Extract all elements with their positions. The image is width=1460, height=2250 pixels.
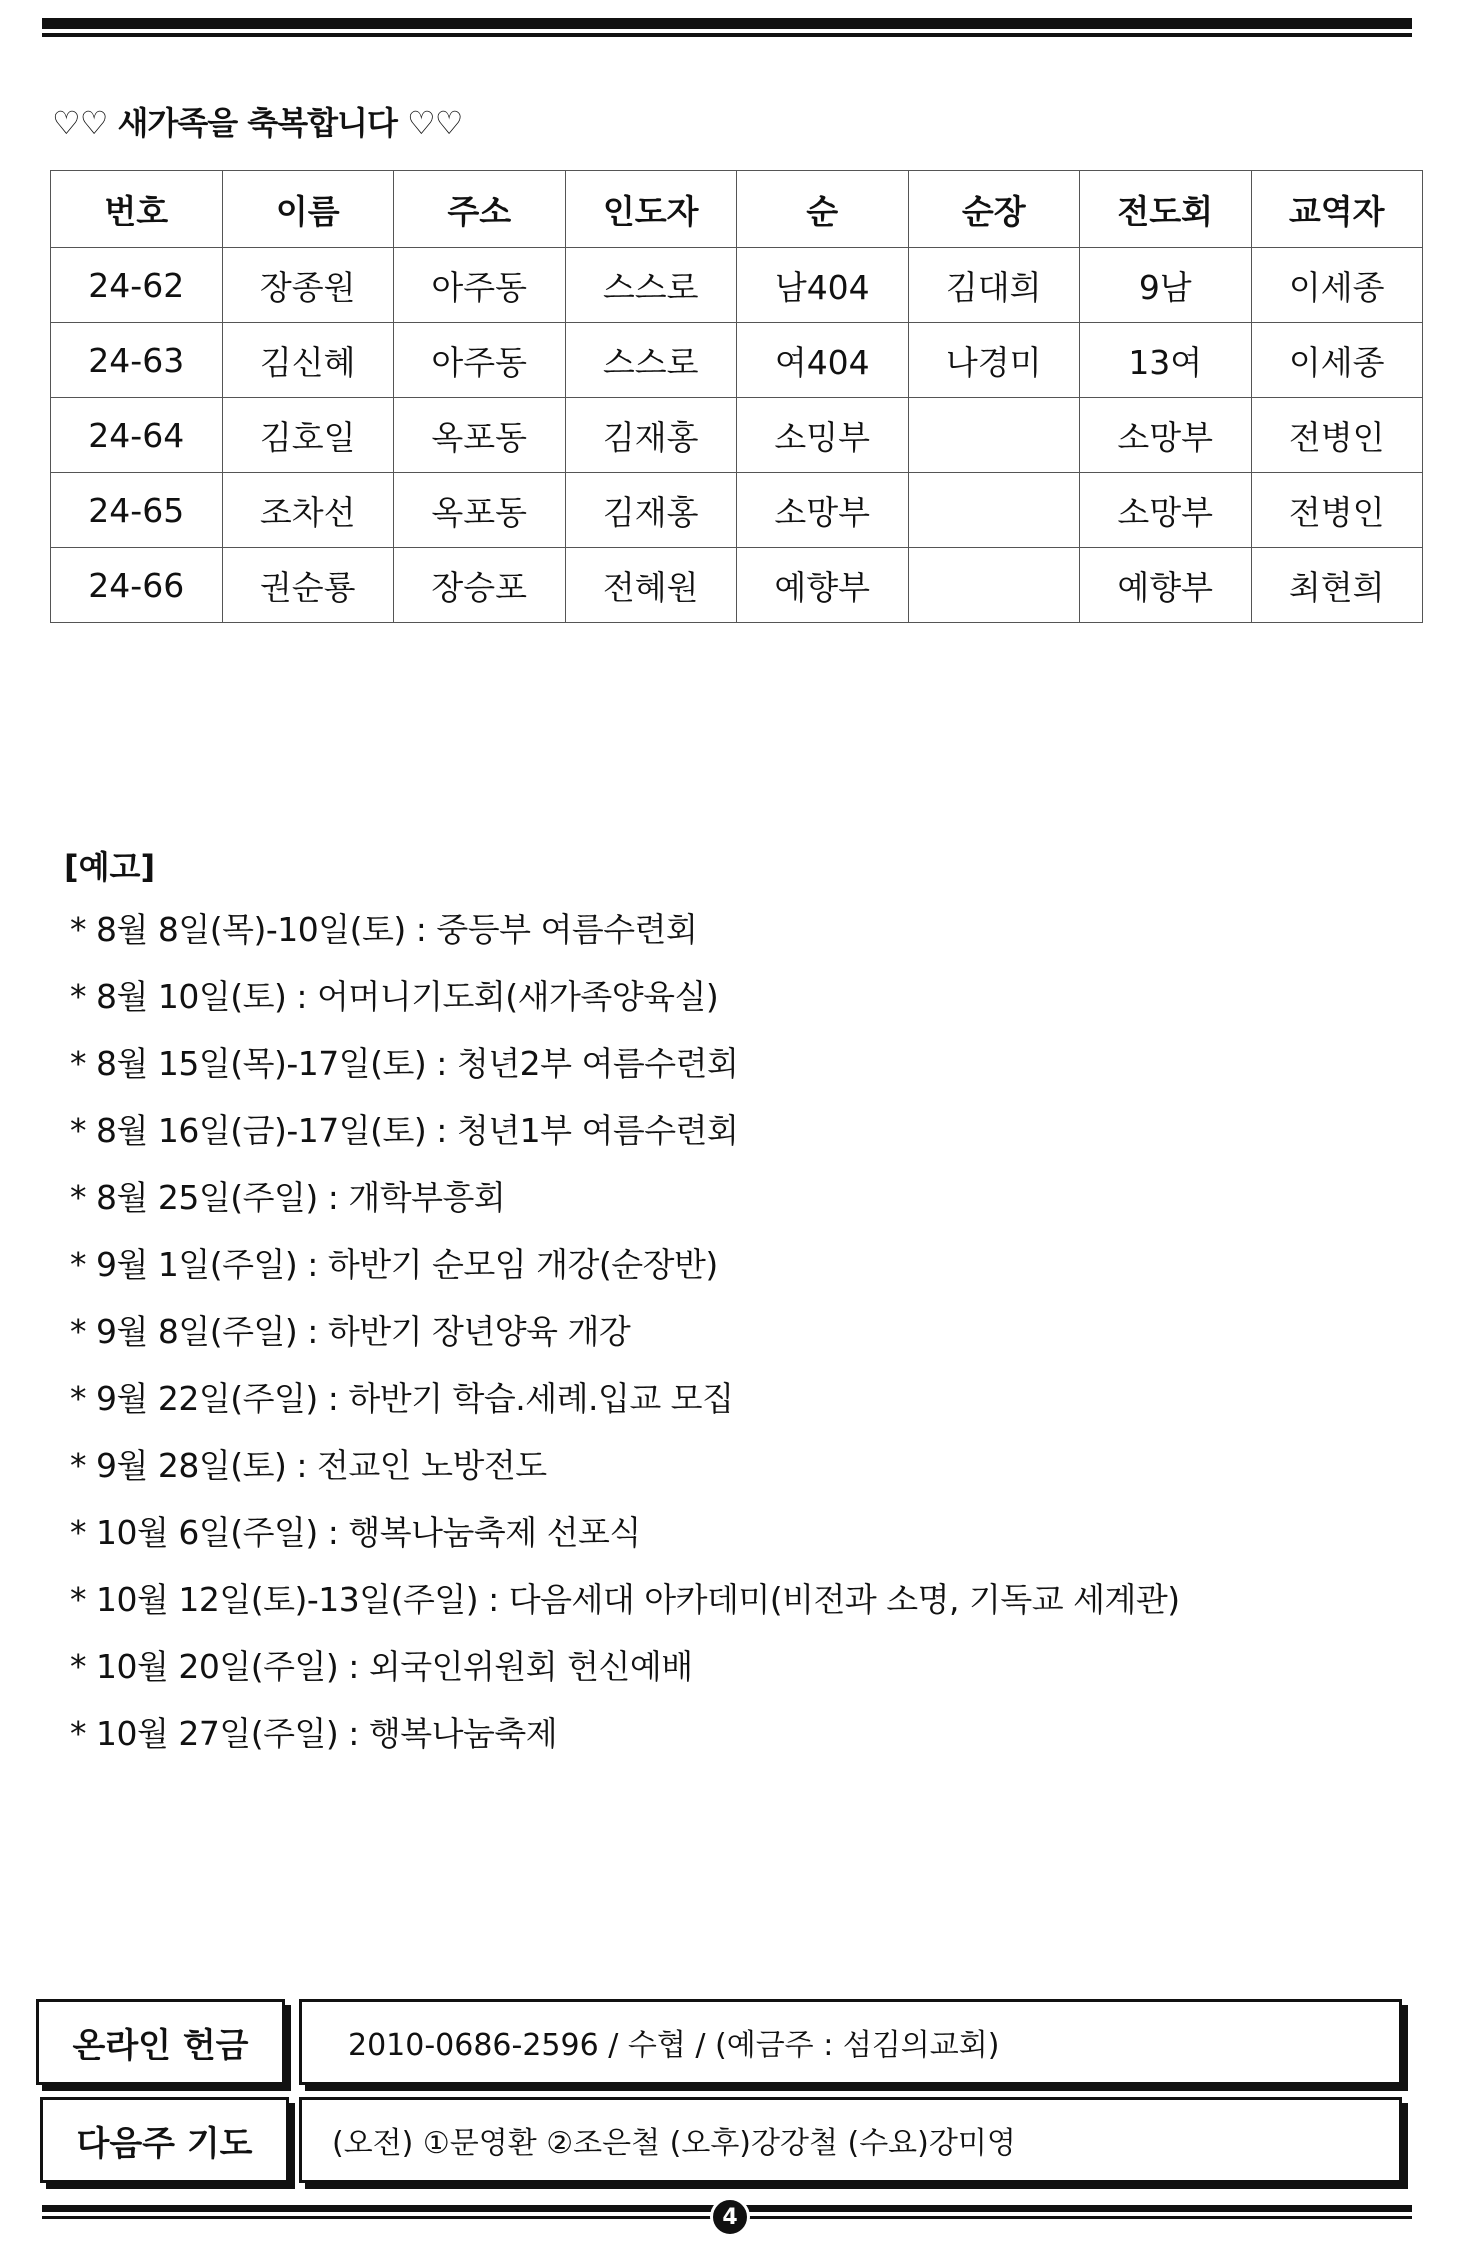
table-cell: 소망부: [737, 473, 909, 548]
table-cell: 소밍부: [737, 398, 909, 473]
table-cell: 장승포: [394, 548, 566, 623]
list-item: * 8월 25일(주일) : 개학부흥회: [70, 1178, 506, 1217]
table-cell: 옥포동: [394, 473, 566, 548]
table-cell: [908, 548, 1080, 623]
list-item: * 10월 20일(주일) : 외국인위원회 헌신예배: [70, 1647, 693, 1686]
list-item: * 10월 27일(주일) : 행복나눔축제: [70, 1714, 558, 1753]
table-row: [51, 548, 1423, 623]
list-item: * 9월 8일(주일) : 하반기 장년양육 개강: [70, 1312, 631, 1351]
column-header: 순: [737, 171, 909, 248]
list-item: * 9월 1일(주일) : 하반기 순모임 개강(순장반): [70, 1245, 718, 1284]
table-cell: 장종원: [222, 248, 394, 323]
online-offering-value: 2010-0686-2596 / 수협 / (예금주 : 섬김의교회): [299, 1999, 1402, 2085]
table-cell: 김재홍: [565, 398, 737, 473]
list-item: * 8월 15일(목)-17일(토) : 청년2부 여름수련회: [70, 1044, 739, 1083]
table-cell: 24-63: [51, 323, 223, 398]
new-family-table: [50, 170, 1423, 623]
list-item: * 9월 28일(토) : 전교인 노방전도: [70, 1446, 547, 1485]
table-row: [51, 398, 1423, 473]
column-header: 교역자: [1251, 171, 1423, 248]
table-cell: 24-65: [51, 473, 223, 548]
top-divider: [42, 18, 1412, 38]
table-cell: 24-62: [51, 248, 223, 323]
table-cell: 전혜원: [565, 548, 737, 623]
column-header: 이름: [222, 171, 394, 248]
online-offering-label: 온라인 헌금: [36, 1999, 285, 2085]
column-header: 전도회: [1080, 171, 1252, 248]
table-cell: 아주동: [394, 323, 566, 398]
table-cell: 스스로: [565, 323, 737, 398]
table-cell: 아주동: [394, 248, 566, 323]
table-cell: 김재홍: [565, 473, 737, 548]
table-cell: 남404: [737, 248, 909, 323]
table-cell: 전병인: [1251, 398, 1423, 473]
notice-list: [70, 905, 1180, 1776]
table-cell: 예향부: [737, 548, 909, 623]
list-item: * 8월 16일(금)-17일(토) : 청년1부 여름수련회: [70, 1111, 739, 1150]
table-cell: 9남: [1080, 248, 1252, 323]
notice-title: [예고]: [64, 848, 156, 886]
list-item: * 10월 12일(토)-13일(주일) : 다음세대 아카데미(비전과 소명, 기독교 세계관): [70, 1580, 1180, 1619]
table-row: [51, 473, 1423, 548]
table-cell: 소망부: [1080, 473, 1252, 548]
table-cell: 나경미: [908, 323, 1080, 398]
next-prayer-value: (오전) ①문영환 ②조은철 (오후)강강철 (수요)강미영: [299, 2097, 1402, 2183]
table-cell: 13여: [1080, 323, 1252, 398]
table-cell: 김호일: [222, 398, 394, 473]
column-header: 번호: [51, 171, 223, 248]
table-cell: 김신혜: [222, 323, 394, 398]
table-cell: 조차선: [222, 473, 394, 548]
table-cell: [908, 473, 1080, 548]
table-cell: 24-64: [51, 398, 223, 473]
list-item: * 10월 6일(주일) : 행복나눔축제 선포식: [70, 1513, 641, 1552]
list-item: * 8월 8일(목)-10일(토) : 중등부 여름수련회: [70, 910, 698, 949]
table-cell: 이세종: [1251, 323, 1423, 398]
table-cell: 예향부: [1080, 548, 1252, 623]
table-cell: 김대희: [908, 248, 1080, 323]
page-number-badge: 4: [710, 2197, 750, 2237]
table-cell: [908, 398, 1080, 473]
table-cell: 스스로: [565, 248, 737, 323]
column-header: 주소: [394, 171, 566, 248]
column-header: 인도자: [565, 171, 737, 248]
table-cell: 권순룡: [222, 548, 394, 623]
table-row: [51, 248, 1423, 323]
table-cell: 옥포동: [394, 398, 566, 473]
table-header-row: [51, 171, 1423, 248]
table-cell: 소망부: [1080, 398, 1252, 473]
column-header: 순장: [908, 171, 1080, 248]
table-row: [51, 323, 1423, 398]
list-item: * 9월 22일(주일) : 하반기 학습.세례.입교 모집: [70, 1379, 734, 1418]
new-family-title: ♡♡ 새가족을 축복합니다 ♡♡: [52, 104, 463, 142]
table-cell: 전병인: [1251, 473, 1423, 548]
table-cell: 최현희: [1251, 548, 1423, 623]
list-item: * 8월 10일(토) : 어머니기도회(새가족양육실): [70, 977, 719, 1016]
next-prayer-label: 다음주 기도: [40, 2097, 289, 2183]
table-cell: 24-66: [51, 548, 223, 623]
table-cell: 여404: [737, 323, 909, 398]
table-cell: 이세종: [1251, 248, 1423, 323]
